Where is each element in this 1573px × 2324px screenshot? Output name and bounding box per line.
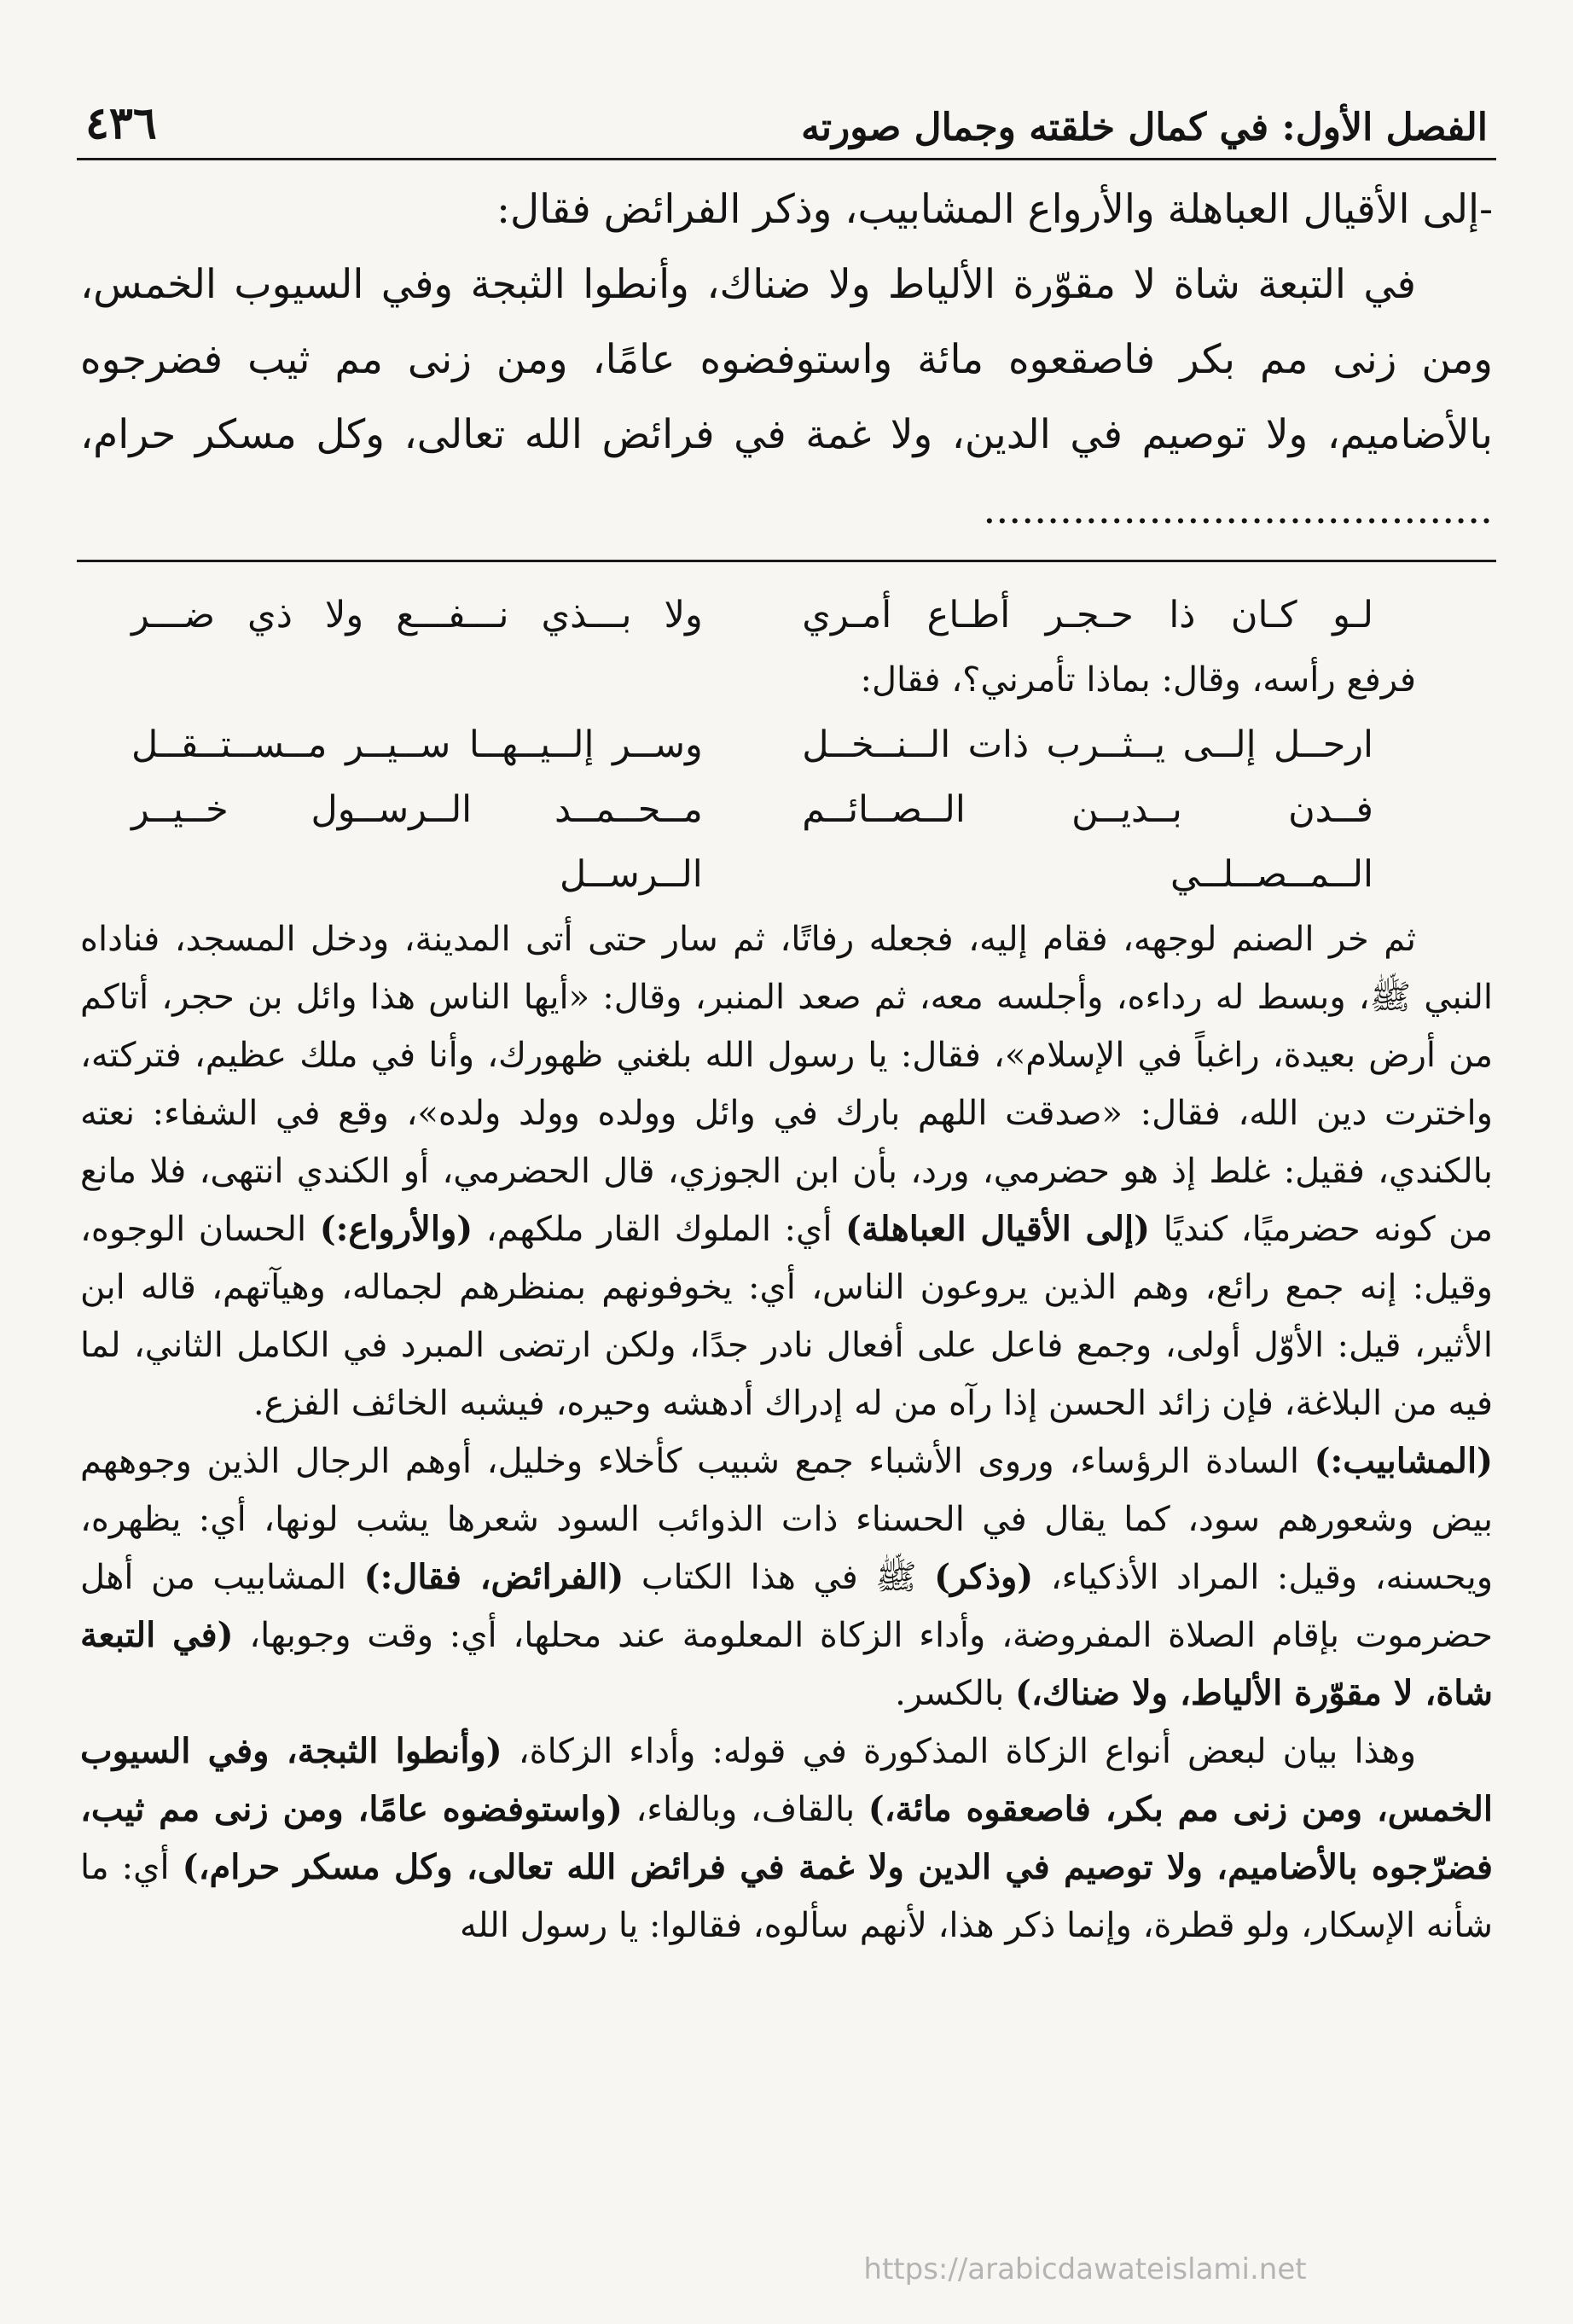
running-title: الفصل الأول: في كمال خلقته وجمال صورته [801, 106, 1488, 149]
commentary-text: وهذا بيان لبعض أنواع الزكاة المذكورة في قوله: وأداء الزكاة، [518, 1732, 1417, 1771]
bold-lemma: (المشابيب:) [1314, 1441, 1493, 1481]
verse-first-hemistich: لـو كـان ذا حـجـر أطـاع أمـري [802, 594, 1373, 636]
verse [131, 712, 1416, 777]
bold-lemma: (في التبعة شاة، لا مقوّرة الألياط، ولا ضناك،) [80, 1615, 1493, 1713]
poem-2 [80, 712, 1493, 907]
watermark-url: https://arabicdawateislami.net [863, 2252, 1307, 2286]
verse-first-hemistich: فــدن بــديــن الــصــائــم الــمــصــلــي [802, 788, 1373, 896]
commentary-paragraph-3 [80, 1723, 1493, 1955]
bold-lemma: (الفرائض، فقال:) [363, 1557, 624, 1597]
commentary-text: بالقاف، وبالفاء، [636, 1790, 856, 1829]
ellipsis-dots: ........................................ [983, 486, 1493, 533]
commentary-line: فرفع رأسه، وقال: بماذا تأمرني؟، فقال: [860, 660, 1416, 700]
bold-lemma: (وأنطوا الثبجة، وفي السيوب الخمس، ومن زنى مم بكر، فاصعقوه مائة،) [80, 1731, 1494, 1829]
page-number: ٤٣٦ [85, 97, 157, 149]
commentary-text: السادة الرؤساء، وروى الأشباء جمع شبيب كأخلاء وخليل، أوهم الرجال الذين وجوههم بيض وشعورهم سود، كما يقال في الحسناء ذات الذوائب السود شعرها يشب لونها، أي: يظهره، ويحسنه، وقيل: المراد الأذكياء، [80, 1442, 1494, 1597]
verse-second-hemistich: ولا بـــذي نـــفـــع ولا ذي ضـــر [131, 594, 703, 636]
hadith-text-box [77, 160, 1496, 562]
hadith-paragraph [80, 247, 1493, 548]
commentary-text: ثم خر الصنم لوجهه، فقام إليه، فجعله رفاتًا، ثم سار حتى أتى المدينة، ودخل المسجد، فناداه النبي ﷺ، وبسط له رداءه، وأجلسه معه، ثم صعد المنبر، وقال: «أيها الناس هذا وائل بن حجر، أتاكم من أرض بعيدة، راغباً في الإسلام»، فقال: يا رسول الله بلغني ظهورك، وأنا في ملك عظيم، فتركته، واخترت دين الله، فقال: «صدقت اللهم بارك في وائل وولده وولد ولده»، وقع في الشفاء: نعته بالكندي، فقيل: غلط إذ هو حضرمي، ورد، بأن ابن الجوزي، قال الحضرمي، أو الكندي انتهى، فلا مانع من كونه حضرميًا، كنديًا [80, 920, 1494, 1249]
commentary-text: أي: الملوك القار ملكهم، [485, 1210, 833, 1249]
commentary-text: ﷺ في هذا الكتاب [641, 1558, 917, 1597]
poem-1 [80, 583, 1493, 648]
verse-first-hemistich: ارحــل إلــى يــثــرب ذات الــنــخــل [802, 723, 1373, 766]
commentary-paragraph-2 [80, 1432, 1493, 1723]
verse [131, 777, 1416, 907]
commentary-text: بالكسر. [895, 1674, 1005, 1713]
hadith-line-1: -إلى الأقيال العباهلة والأرواع المشابيب، وذكر الفرائض فقال: [496, 186, 1493, 233]
commentary-text: أي: ما شأنه الإسكار، ولو قطرة، وإنما ذكر هذا، لأنهم سألوه، فقالوا: يا رسول الله [80, 1848, 1493, 1945]
page-header [77, 78, 1496, 160]
verse [131, 583, 1416, 648]
hadith-text: في التبعة شاة لا مقوّرة الألياط ولا ضناك، وأنطوا الثبجة وفي السيوب الخمس، ومن زنى مم بكر فاصقعوه مائة واستوفضوه عامًا، ومن زنى مم ثيب فضرجوه بالأضاميم، ولا توصيم في الدين، ولا غمة في فرائض الله تعالى، وكل مسكر حرام، [80, 261, 1493, 458]
commentary-section [77, 562, 1496, 1955]
commentary-text: الحسان الوجوه، وقيل: إنه جمع رائع، وهم الذين يروعون الناس، أي: يخوفونهم بمنظرهم لجماله، وهيآتهم، قاله ابن الأثير، قيل: الأوّل أولى، وجمع فاعل على أفعال نادر جدًا، ولكن ارتضى المبرد في الكامل الثاني، لما فيه من البلاغة، فإن زائد الحسن إذا رآه من له إدراك أدهشه وحيره، فيشبه الخائف الفزع. [80, 1210, 1493, 1423]
commentary-paragraph-1 [80, 910, 1493, 1432]
bold-lemma: (وذكر) [934, 1557, 1034, 1597]
verse-second-hemistich: مــحــمــد الــرســول خــيــر الــرســل [131, 788, 703, 896]
verse-second-hemistich: وســر إلــيــهــا ســيــر مــســتــقــل [131, 723, 703, 766]
bold-lemma: (والأرواع:) [319, 1209, 473, 1249]
bold-lemma: (إلى الأقيال العباهلة) [845, 1209, 1151, 1249]
bold-lemma: (واستوفضوه عامًا، ومن زنى مم ثيب، فضرّجوه بالأضاميم، ولا توصيم في الدين ولا غمة في فرائض الله تعالى، وكل مسكر حرام،) [80, 1789, 1493, 1887]
commentary-text: المشابيب من أهل حضرموت بإقام الصلاة المفروضة، وأداء الزكاة المعلومة عند محلها، أي: وقت وجوبها، [80, 1558, 1494, 1655]
